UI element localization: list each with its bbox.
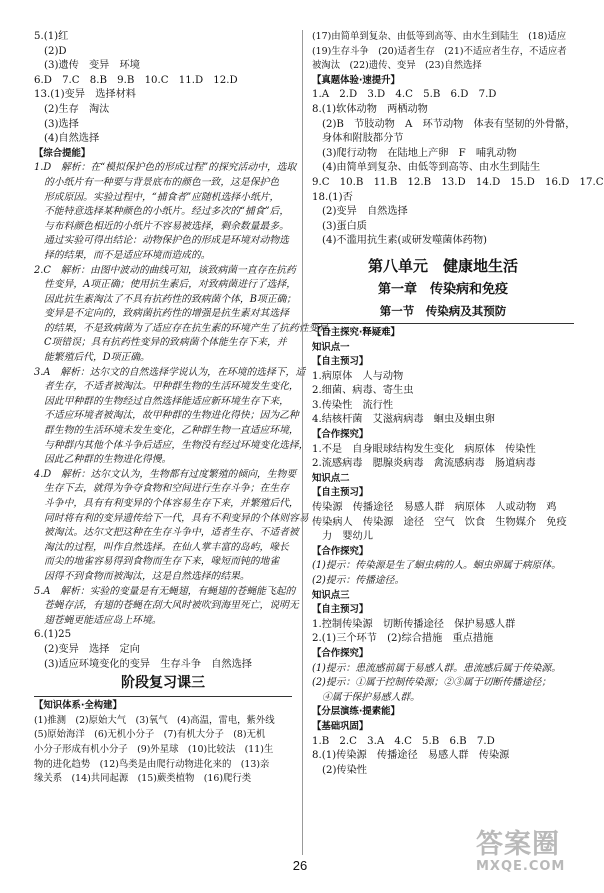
text-line: (3)选择: [44, 118, 79, 130]
section-heading: 知识点三: [312, 589, 350, 601]
text-line: 性变异，A项正确；使用抗生素后，对致病菌进行了选择，: [44, 279, 296, 291]
text-line: 6.D 7.C 8.B 9.B 10.C 11.D 12.D: [34, 74, 238, 86]
text-line: (3)蛋白质: [322, 220, 367, 232]
chapter-title: 第一章 传染病和免疫: [377, 281, 508, 297]
section-heading: 知识点一: [312, 341, 350, 353]
text-line: 2.C 解析：由图中波动的曲线可知，该致病菌一直存在抗药: [34, 264, 296, 276]
watermark-url: MXQE.COM: [476, 859, 566, 874]
text-line: (5)原始海洋 (6)无机小分子 (7)有机大分子 (8)无机: [34, 729, 266, 741]
text-line: 13.(1)变异 选择材料: [34, 89, 136, 101]
text-line: 1.控制传染源 切断传播途径 保护易感人群: [312, 618, 516, 630]
text-line: 小分子形成有机小分子 (9)外星球 (10)比较法 (11)生: [34, 743, 274, 755]
text-line: 与布料颜色相近的小纸片不容易被选择，剩余数量最多。: [44, 220, 289, 232]
text-line: 被淘汰。达尔文把这种在生存斗争中，适者生存、不适者被: [44, 527, 299, 539]
text-line: 9.C 10.B 11.B 12.B 13.D 14.D 15.D 16.D 17.C: [312, 176, 604, 188]
text-line: 与种群内其他个体斗争后适应，生物没有经过环境变化选择，: [44, 439, 309, 451]
text-line: 缘关系 (14)共同起源 (15)蕨类植物 (16)爬行类: [34, 773, 252, 785]
right-column: [312, 30, 604, 778]
text-line: 18.(1)否: [312, 191, 353, 203]
text-line: 传染源 传播途径 易感人群 病原体 人或动物 鸡: [312, 502, 557, 514]
text-line: (2)传染性: [322, 764, 367, 776]
section-heading: 【自主预习】: [312, 487, 369, 499]
right-top-lines: [312, 30, 604, 249]
text-line: 因此乙种群的生物进化得慢。: [44, 454, 172, 466]
text-line: 4.结核杆菌 艾滋病病毒 蛔虫及蛔虫卵: [312, 414, 495, 426]
text-line: (4)不滥用抗生素(或研发噬菌体药物): [322, 235, 488, 247]
text-line: 3.A 解析：达尔文的自然选择学说认为，在环境的选择下，适: [34, 366, 306, 378]
section-title: 第一节 传染病及其预防: [379, 303, 507, 318]
divider: [34, 696, 292, 697]
text-line: 8.(1)传染源 传播途径 易感人群 传染源: [312, 750, 510, 762]
section-heading: 【合作探究】: [312, 647, 369, 659]
text-line: (2)提示：传播途径。: [312, 575, 405, 586]
text-line: 形成原因。实验过程中，“捕食者”应随机选择小纸片，: [44, 191, 280, 203]
text-line: 同时将有利的变异遗传给下一代，具有不利变异的个体则容易: [44, 512, 309, 524]
text-line: 不能特意选择某种颜色的小纸片。经过多次的“捕食”后，: [44, 206, 290, 218]
text-line: 身体和附肢都分节: [322, 133, 404, 145]
text-line: 斗争中，具有有利变异的个体容易生存下来，并繁殖后代，: [44, 498, 299, 509]
text-line: (2)变异 选择 定向: [44, 643, 140, 655]
text-line: 1.不是 自身眼球结构发生变化 病原体 传染性: [312, 443, 536, 455]
section-heading: 【分层演练·提素能】: [312, 706, 400, 718]
section-heading: 【综合提能】: [34, 147, 91, 159]
text-line: 4.D 解析：达尔文认为，生物都有过度繁殖的倾向，生物要: [34, 468, 297, 480]
text-line: 8.(1)软体动物 两栖动物: [312, 103, 428, 115]
text-line: 苍蝇存活，有翅的苍蝇在刮大风时被吹到海里死亡，说明无: [44, 600, 299, 612]
watermark-text: 答案圈: [476, 829, 560, 860]
text-line: 5.(1)红: [34, 31, 69, 42]
text-line: (3)适应环境变化的变异 生存斗争 自然选择: [44, 658, 252, 670]
text-line: (17)由简单到复杂、由低等到高等、由水生到陆生 (18)适应: [312, 31, 567, 42]
text-line: (3)遗传 变异 环境: [44, 60, 140, 72]
text-line: 1.A 2.D 3.D 4.C 5.B 6.D 7.D: [312, 89, 497, 101]
text-line: 淘汰的过程，叫作自然选择。在仙人掌丰富的岛屿，喙长: [44, 541, 289, 553]
text-line: (2)生存 淘汰: [44, 103, 110, 115]
text-line: 物的进化趋势 (12)鸟类是由爬行动物进化来的 (13)亲: [34, 758, 270, 770]
text-line: 的结果，不是致病菌为了适应存在抗生素的环境产生了抗药性变异，: [44, 322, 338, 334]
text-line: (1)推测 (2)原始大气 (3)氧气 (4)高温，雷电，紫外线: [34, 714, 275, 726]
text-line: 传染病人 传染源 途径 空气 饮食 生物媒介 免疫: [312, 516, 567, 528]
text-line: (19)生存斗争 (20)适者生存 (21)不适应者生存，不适应者: [312, 45, 567, 57]
text-line: 因此甲种群的生物经过自然选择能适应新环境生存下来，: [44, 395, 289, 407]
text-line: 变异是不定向的，致病菌抗药性的增强是抗生素对其选择: [44, 308, 289, 320]
text-line: 的小纸片有一种要与背景底布的颜色一致，这是保护色: [44, 176, 280, 188]
text-line: 3.传染性 流行性: [312, 399, 394, 411]
text-line: (3)爬行动物 在陆地上产卵 F 哺乳动物: [322, 147, 517, 159]
column-separator: [302, 30, 303, 855]
text-line: 翅苍蝇更能适应岛上环境。: [44, 614, 162, 626]
text-line: 6.(1)25: [34, 629, 72, 641]
text-line: C项错误；具有抗药性变异的致病菌个体能生存下来，并: [44, 337, 287, 349]
text-line: 因此抗生素淘汰了不具有抗药性的致病菌个体，B项正确；: [44, 293, 297, 305]
text-line: 2.(1)三个环节 (2)综合措施 重点措施: [312, 633, 494, 645]
text-line: 5.A 解析：实验的变量是有无蝇翅，有蝇翅的苍蝇能飞起的: [34, 585, 296, 597]
text-line: 1.B 2.C 3.A 4.C 5.B 6.B 7.D: [312, 735, 495, 747]
text-line: (4)自然选择: [44, 133, 100, 145]
watermark-logo: [476, 830, 586, 882]
text-line: 群生物的生活环境未发生变化，乙种群生物一直适应环境，: [44, 425, 299, 437]
text-line: 而尖的地雀容易得到食物而生存下来，喙短而钝的地雀: [44, 556, 280, 568]
text-line: (2)变异 自然选择: [322, 206, 408, 218]
text-line: 择的结果，而不是适应环境而造成的。: [44, 249, 211, 261]
section-heading: 【自主预习】: [312, 604, 369, 616]
page-number: 26: [292, 858, 308, 873]
text-line: ④属于保护易感人群。: [322, 691, 420, 703]
right-bottom-lines: [312, 326, 574, 778]
text-line: 2.流感病毒 腮腺炎病毒 禽流感病毒 肠道病毒: [312, 458, 536, 470]
text-line: (2)提示：①属于控制传染源；②③属于切断传播途径；: [312, 677, 552, 689]
text-line: 因得不到食物而被淘汰，这是自然选择的结果。: [44, 570, 250, 582]
section-heading: 【自主探究·释疑难】: [312, 326, 400, 338]
review-lines: [34, 699, 292, 787]
text-line: 通过实验可得出结论：动物保护色的形成是环境对动物选: [44, 235, 289, 247]
text-line: 不适应环境者被淘汰，故甲种群的生物进化得快；因为乙种: [44, 410, 299, 422]
text-line: (2)D: [44, 45, 67, 57]
text-line: 被淘汰 (22)遗传、变异 (23)自然选择: [312, 60, 482, 72]
unit-title: 第八单元 健康地生活: [367, 256, 518, 275]
section-heading: 【知识体系·全构建】: [34, 700, 122, 712]
text-line: (1)提示：传染源是生了蛔虫病的人。蛔虫卵属于病原体。: [312, 560, 562, 572]
text-line: (4)由简单到复杂、由低等到高等、由水生到陆生: [322, 162, 541, 174]
text-line: 者生存，不适者被淘汰。甲种群生物的生活环境发生变化，: [44, 381, 299, 393]
section-heading: 【基础巩固】: [312, 720, 369, 732]
section-heading: 【自主预习】: [312, 356, 369, 368]
text-line: (1)提示：患流感前属于易感人群。患流感后属于传染源。: [312, 662, 562, 674]
divider: [312, 323, 574, 324]
text-line: 能繁殖后代，D项正确。: [44, 352, 150, 364]
text-line: 2.细菌、病毒、寄生虫: [312, 385, 414, 397]
section-heading: 【合作探究】: [312, 545, 369, 557]
section-heading: 知识点二: [312, 472, 350, 484]
section-heading: 【真题体验·速提升】: [312, 74, 400, 86]
text-line: 1.D 解析：在“模拟保护色的形成过程”的探究活动中，选取: [34, 162, 297, 174]
section-heading: 【合作探究】: [312, 429, 369, 441]
text-line: 1.病原体 人与动物: [312, 370, 404, 382]
review-title: 阶段复习课三: [121, 675, 205, 692]
text-line: (2)B 节肢动物 A 环节动物 体表有坚韧的外骨骼，: [322, 118, 576, 130]
text-line: 生存下去，就得为争夺食物和空间进行生存斗争；在生存: [44, 483, 289, 495]
text-line: 力 婴幼儿: [322, 531, 373, 543]
